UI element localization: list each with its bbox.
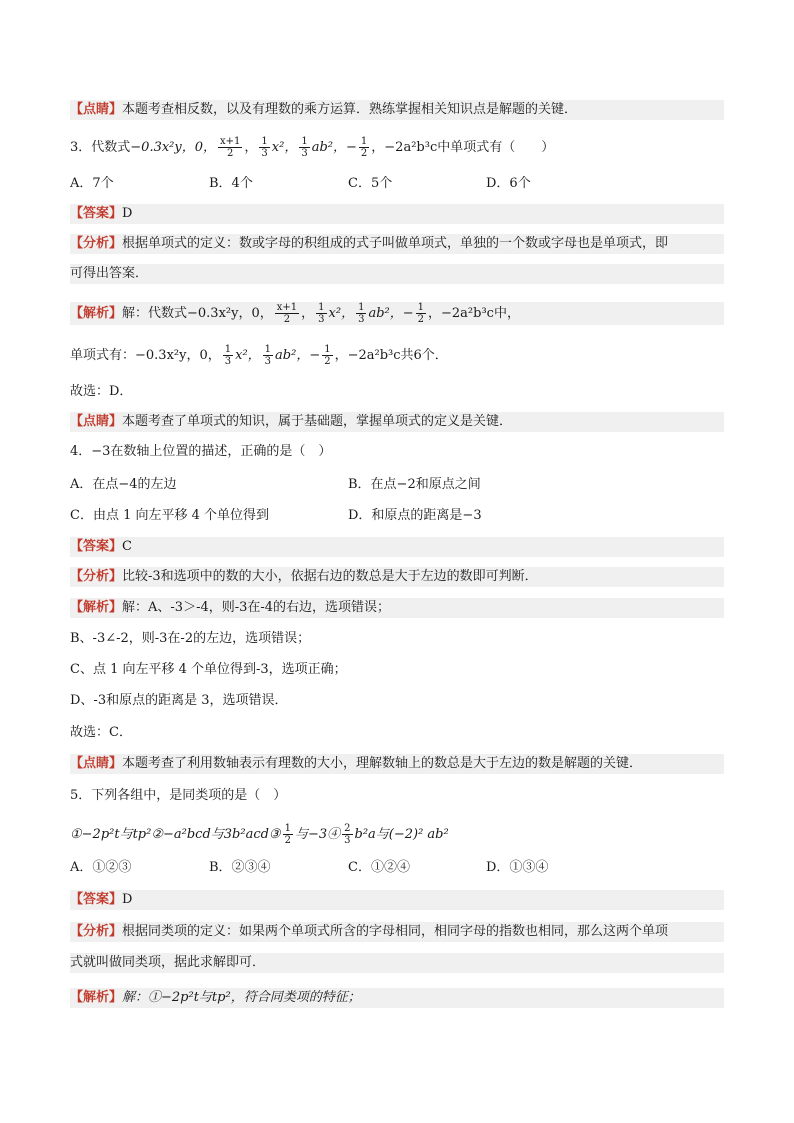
answer-tag: 【答案】 — [70, 892, 123, 907]
fraction-denominator: 3 — [301, 148, 308, 159]
q4-note-text: 本题考查了利用数轴表示有理数的大小，理解数轴上的数总是大于左边的数是解题的关键． — [122, 756, 643, 771]
q3-tail: ，−2a²b³c中单项式有（ ） — [371, 140, 555, 155]
q4-solution-b: B、-3∠-2，则-3在-2的左边，选项错误； — [70, 631, 311, 646]
fraction-denominator: 3 — [318, 314, 325, 325]
answer-tag: 【答案】 — [70, 539, 123, 554]
q5-solution-1: 解：①−2p²t与tp²，符合同类项的特征； — [122, 990, 361, 1005]
q3-mid: x²， — [271, 140, 298, 155]
q3-choose — [70, 382, 724, 402]
analysis-tag: 【分析】 — [70, 236, 123, 251]
q5-option-b: B．②③④ — [209, 860, 271, 875]
q3-analysis-row-1 — [70, 234, 724, 254]
q3-option-c: C．5个 — [348, 176, 393, 191]
q3-expr: −0.3x²y，0， — [130, 140, 217, 155]
q5-stem — [70, 786, 724, 806]
fraction-denominator: 2 — [417, 314, 425, 325]
fraction-denominator: 3 — [264, 356, 272, 367]
q4-choose-text: 故选：C． — [70, 725, 132, 740]
note-tag: 【点睛】 — [70, 102, 123, 117]
q4-option-c: C．由点 1 向左平移 4 个单位得到 — [70, 508, 270, 523]
q3-option-b: B．4个 — [209, 176, 253, 191]
q3-solution-2-prefix: 单项式有：−0.3x²y，0， — [70, 348, 221, 363]
q3-solution-row-1: 【解析】解：代数式−0.3x²y，0， $\frac{x+1}{2}$ ， $\frac{1}{3}$ x²， $\frac{1}{3}$ ab²，− $\frac{1}{2}$ ，−2a²b³c中， — [70, 302, 724, 325]
q4-solution-row-a — [70, 598, 724, 618]
q4-solution-row-b — [70, 629, 724, 649]
q3-stem-prefix: 3．代数式 — [70, 140, 131, 155]
fraction-numerator: 1 — [224, 344, 232, 355]
fraction-numerator: x+1 — [276, 302, 298, 313]
q4-choose — [70, 723, 724, 743]
fraction-numerator: 2 — [344, 823, 351, 834]
q3-sol-fraction-1 — [275, 302, 299, 325]
fraction-denominator: 2 — [360, 148, 368, 159]
fraction-numerator: 1 — [264, 344, 272, 355]
q3-sol-mid: x²， — [328, 306, 355, 321]
q3-solution-row-2 — [70, 344, 724, 367]
q4-analysis-row — [70, 567, 724, 587]
q5-analysis-row-2 — [70, 953, 724, 973]
note-tag: 【点睛】 — [70, 414, 123, 429]
q5-group3-tail: 与−3④ — [294, 827, 341, 842]
note-tag: 【点睛】 — [70, 756, 123, 771]
q5-option-d: D．①③④ — [486, 860, 549, 875]
q4-option-a: A．在点−4的左边 — [70, 477, 177, 492]
q2-note-text: 本题考查相反数，以及有理数的乘方运算．熟练掌握相关知识点是解题的关键． — [122, 102, 578, 117]
solution-tag: 【解析】 — [70, 600, 123, 615]
q4-solution-row-d — [70, 691, 724, 711]
q5-option-c: C．①②④ — [348, 860, 410, 875]
q3-sol2-fraction-3 — [322, 344, 332, 367]
q4-option-d: D．和原点的距离是−3 — [348, 508, 482, 523]
q5-option-a: A．①②③ — [70, 860, 132, 875]
q3-fraction-1 — [218, 136, 242, 159]
q3-sol2-fraction-1 — [223, 344, 233, 367]
fraction-denominator: 2 — [324, 356, 331, 367]
q3-solution-1-prefix: 解：代数式−0.3x²y，0， — [122, 306, 273, 321]
fraction-denominator: 3 — [261, 148, 268, 159]
analysis-tag: 【分析】 — [70, 569, 123, 584]
q5-stem-text: 5．下列各组中，是同类项的是（ ） — [70, 788, 287, 803]
fraction-denominator: 2 — [283, 314, 291, 325]
fraction-denominator: 2 — [227, 148, 234, 159]
q4-stem-text: 4．−3在数轴上位置的描述，正确的是（ ） — [70, 444, 332, 459]
q3-option-d: D．6个 — [486, 176, 531, 191]
q3-fraction-4 — [359, 136, 369, 159]
q5-group4-tail: b²a与(−2)² ab² — [354, 827, 449, 842]
q3-solution-2-tail: ，−2a²b³c共6个． — [334, 348, 448, 363]
fraction-numerator: 1 — [324, 344, 331, 355]
q3-answer: D — [122, 206, 133, 221]
q3-analysis-text-2: 可得出答案． — [70, 266, 149, 281]
fraction-numerator: 1 — [318, 302, 325, 313]
q5-analysis-text-2: 式就叫做同类项，据此求解即可． — [70, 955, 266, 970]
q3-note-text: 本题考查了单项式的知识，属于基础题，掌握单项式的定义是关键． — [122, 414, 513, 429]
q4-note-row — [70, 754, 724, 774]
q5-fraction-1 — [283, 823, 293, 846]
fraction-denominator: 2 — [284, 835, 291, 846]
q3-sol2-fraction-2 — [263, 344, 273, 367]
q3-option-a: A．7个 — [70, 176, 114, 191]
q4-option-b: B．在点−2和原点之间 — [348, 477, 481, 492]
q3-sol2-mid: x²， — [235, 348, 261, 363]
answer-tag: 【答案】 — [70, 206, 123, 221]
q4-solution-c: C、点 1 向左平移 4 个单位得到-3，选项正确； — [70, 662, 347, 677]
fraction-denominator: 3 — [358, 314, 365, 325]
q3-sol-fraction-4 — [416, 302, 426, 325]
q3-analysis-row-2 — [70, 264, 724, 284]
q3-fraction-3 — [299, 136, 309, 159]
fraction-numerator: 1 — [417, 302, 425, 313]
analysis-tag: 【分析】 — [70, 924, 123, 939]
q5-fraction-2 — [342, 823, 352, 846]
fraction-numerator: x+1 — [220, 136, 241, 147]
q3-sol2-ab2: ab²，− — [275, 348, 321, 363]
q5-solution-row-1 — [70, 988, 724, 1008]
q3-sol-ab2: ab²，− — [368, 306, 414, 321]
q5-analysis-row-1 — [70, 922, 724, 942]
q4-solution-row-c — [70, 660, 724, 680]
fraction-numerator: 1 — [261, 136, 268, 147]
q4-answer-row — [70, 537, 724, 557]
q3-note-row — [70, 412, 724, 432]
fraction-numerator: 1 — [301, 136, 308, 147]
q4-analysis-text: 比较-3和选项中的数的大小，依据右边的数总是大于左边的数即可判断． — [122, 569, 538, 584]
q4-solution-d: D、-3和原点的距离是 3，选项错误． — [70, 693, 288, 708]
q3-ab2: ab²，− — [311, 140, 357, 155]
fraction-denominator: 3 — [224, 356, 232, 367]
fraction-numerator: 1 — [360, 136, 368, 147]
q3-fraction-2 — [259, 136, 269, 159]
fraction-denominator: 3 — [344, 835, 351, 846]
q4-answer: C — [122, 539, 132, 554]
q3-solution-1-tail: ，−2a²b³c中， — [428, 306, 520, 321]
q5-answer: D — [122, 892, 133, 907]
q5-groups — [70, 823, 724, 846]
fraction-numerator: 1 — [284, 823, 291, 834]
q5-analysis-text-1: 根据同类项的定义：如果两个单项式所含的字母相同，相同字母的指数也相同，那么这两个单项 — [122, 924, 669, 939]
q3-analysis-text-1: 根据单项式的定义：数或字母的积组成的式子叫做单项式，单独的一个数或字母也是单项式，即 — [122, 236, 669, 251]
q3-sol-fraction-2 — [316, 302, 326, 325]
q3-answer-row — [70, 204, 724, 224]
q3-stem: 3．代数式−0.3x²y，0， $\frac{x+1}{2}$ ， $\frac{1}{3}$ x²， $\frac{1}{3}$ ab²，− $\frac{1}{2}$ ，−2a²b³c中单项式有（ ） — [70, 136, 555, 159]
q4-solution-a: 解：A、-3＞-4，则-3在-4的右边，选项错误； — [122, 600, 391, 615]
solution-tag: 【解析】 — [70, 306, 123, 321]
q5-groups-text: ①−2p²t与tp²②−a²bcd与3b²acd③ — [70, 827, 281, 842]
q3-sol-fraction-3 — [356, 302, 366, 325]
q5-answer-row — [70, 890, 724, 910]
q3-choose-text: 故选：D． — [70, 384, 133, 399]
q2-note-row — [70, 100, 724, 120]
q4-stem — [70, 442, 724, 462]
solution-tag: 【解析】 — [70, 990, 123, 1005]
fraction-numerator: 1 — [358, 302, 365, 313]
